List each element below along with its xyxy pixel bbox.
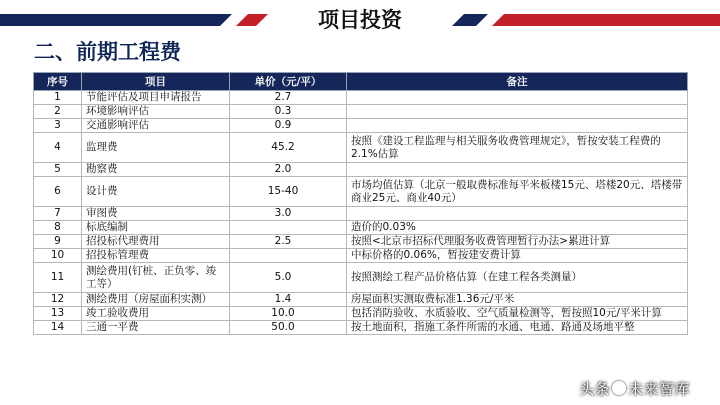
cell-item: 测绘费用(钉桩、正负零、竣工等）	[82, 263, 230, 293]
column-header-price: 单价（元/平）	[230, 73, 347, 91]
cell-note: 造价的0.03%	[347, 221, 688, 235]
cell-no: 12	[34, 293, 82, 307]
cell-note	[347, 207, 688, 221]
cell-item: 设计费	[82, 177, 230, 207]
cell-note: 包括消防验收、水质验收、空气质量检测等，暂按照10元/平米计算	[347, 307, 688, 321]
cell-price: 3.0	[230, 207, 347, 221]
cell-no: 14	[34, 321, 82, 335]
column-header-item: 项目	[82, 73, 230, 91]
table-row	[34, 321, 688, 335]
table-row	[34, 177, 688, 207]
cell-no: 6	[34, 177, 82, 207]
table-row	[34, 235, 688, 249]
table-row	[34, 307, 688, 321]
cell-note: 按照《建设工程监理与相关服务收费管理规定》，暂按安装工程费的2.1%估算	[347, 133, 688, 163]
table-body	[34, 91, 688, 335]
table-row	[34, 91, 688, 105]
cell-item: 测绘费用（房屋面积实测）	[82, 293, 230, 307]
cell-price	[230, 249, 347, 263]
cell-price: 5.0	[230, 263, 347, 293]
cell-item: 审图费	[82, 207, 230, 221]
cell-no: 13	[34, 307, 82, 321]
cell-price: 15-40	[230, 177, 347, 207]
cell-item: 招投标管理费	[82, 249, 230, 263]
cell-item: 招投标代理费用	[82, 235, 230, 249]
table-row	[34, 163, 688, 177]
cell-price: 1.4	[230, 293, 347, 307]
page-title: 项目投资	[318, 8, 402, 32]
cell-price: 2.5	[230, 235, 347, 249]
cell-no: 4	[34, 133, 82, 163]
cell-note: 按照<北京市招标代理服务收费管理暂行办法>累进计算	[347, 235, 688, 249]
cell-note	[347, 163, 688, 177]
cell-note	[347, 91, 688, 105]
cell-item: 标底编制	[82, 221, 230, 235]
cell-item: 节能评估及项目申请报告	[82, 91, 230, 105]
cell-price: 45.2	[230, 133, 347, 163]
table-row	[34, 221, 688, 235]
table-header-row	[34, 73, 688, 91]
cell-no: 1	[34, 91, 82, 105]
cell-item: 环境影响评估	[82, 105, 230, 119]
cell-price: 10.0	[230, 307, 347, 321]
section-title: 二、前期工程费	[34, 40, 181, 64]
cell-no: 2	[34, 105, 82, 119]
cost-table-container	[33, 72, 687, 335]
table-row	[34, 249, 688, 263]
cost-table	[33, 72, 688, 335]
cell-note	[347, 105, 688, 119]
cell-note: 按土地面积，指施工条件所需的水通、电通、路通及场地平整	[347, 321, 688, 335]
cell-no: 11	[34, 263, 82, 293]
cell-note: 市场均值估算（北京一般取费标准每平米板楼15元、塔楼20元、塔楼带商业25元、商业40元）	[347, 177, 688, 207]
column-header-note: 备注	[347, 73, 688, 91]
cell-no: 5	[34, 163, 82, 177]
cell-price: 2.7	[230, 91, 347, 105]
table-row	[34, 207, 688, 221]
cell-item: 竣工验收费用	[82, 307, 230, 321]
cell-no: 10	[34, 249, 82, 263]
cell-item: 勘察费	[82, 163, 230, 177]
cell-note: 按照测绘工程产品价格估算（在建工程各类测量）	[347, 263, 688, 293]
table-row	[34, 133, 688, 163]
table-row	[34, 119, 688, 133]
cell-price: 2.0	[230, 163, 347, 177]
table-row	[34, 293, 688, 307]
cell-price	[230, 221, 347, 235]
cell-no: 8	[34, 221, 82, 235]
table-row	[34, 105, 688, 119]
cell-no: 7	[34, 207, 82, 221]
cell-note: 房屋面积实测取费标准1.36元/平米	[347, 293, 688, 307]
table-row	[34, 263, 688, 293]
watermark	[579, 378, 690, 399]
watermark-handle: 未来智库	[627, 380, 690, 398]
at-icon	[612, 381, 626, 395]
cell-note	[347, 119, 688, 133]
cell-item: 交通影响评估	[82, 119, 230, 133]
cell-no: 3	[34, 119, 82, 133]
cell-price: 0.9	[230, 119, 347, 133]
watermark-prefix: 头条	[578, 380, 610, 398]
cell-price: 50.0	[230, 321, 347, 335]
cell-item: 三通一平费	[82, 321, 230, 335]
cell-item: 监理费	[82, 133, 230, 163]
cell-note: 中标价格的0.06%，暂按建安费计算	[347, 249, 688, 263]
cell-price: 0.3	[230, 105, 347, 119]
column-header-no: 序号	[34, 73, 82, 91]
cell-no: 9	[34, 235, 82, 249]
